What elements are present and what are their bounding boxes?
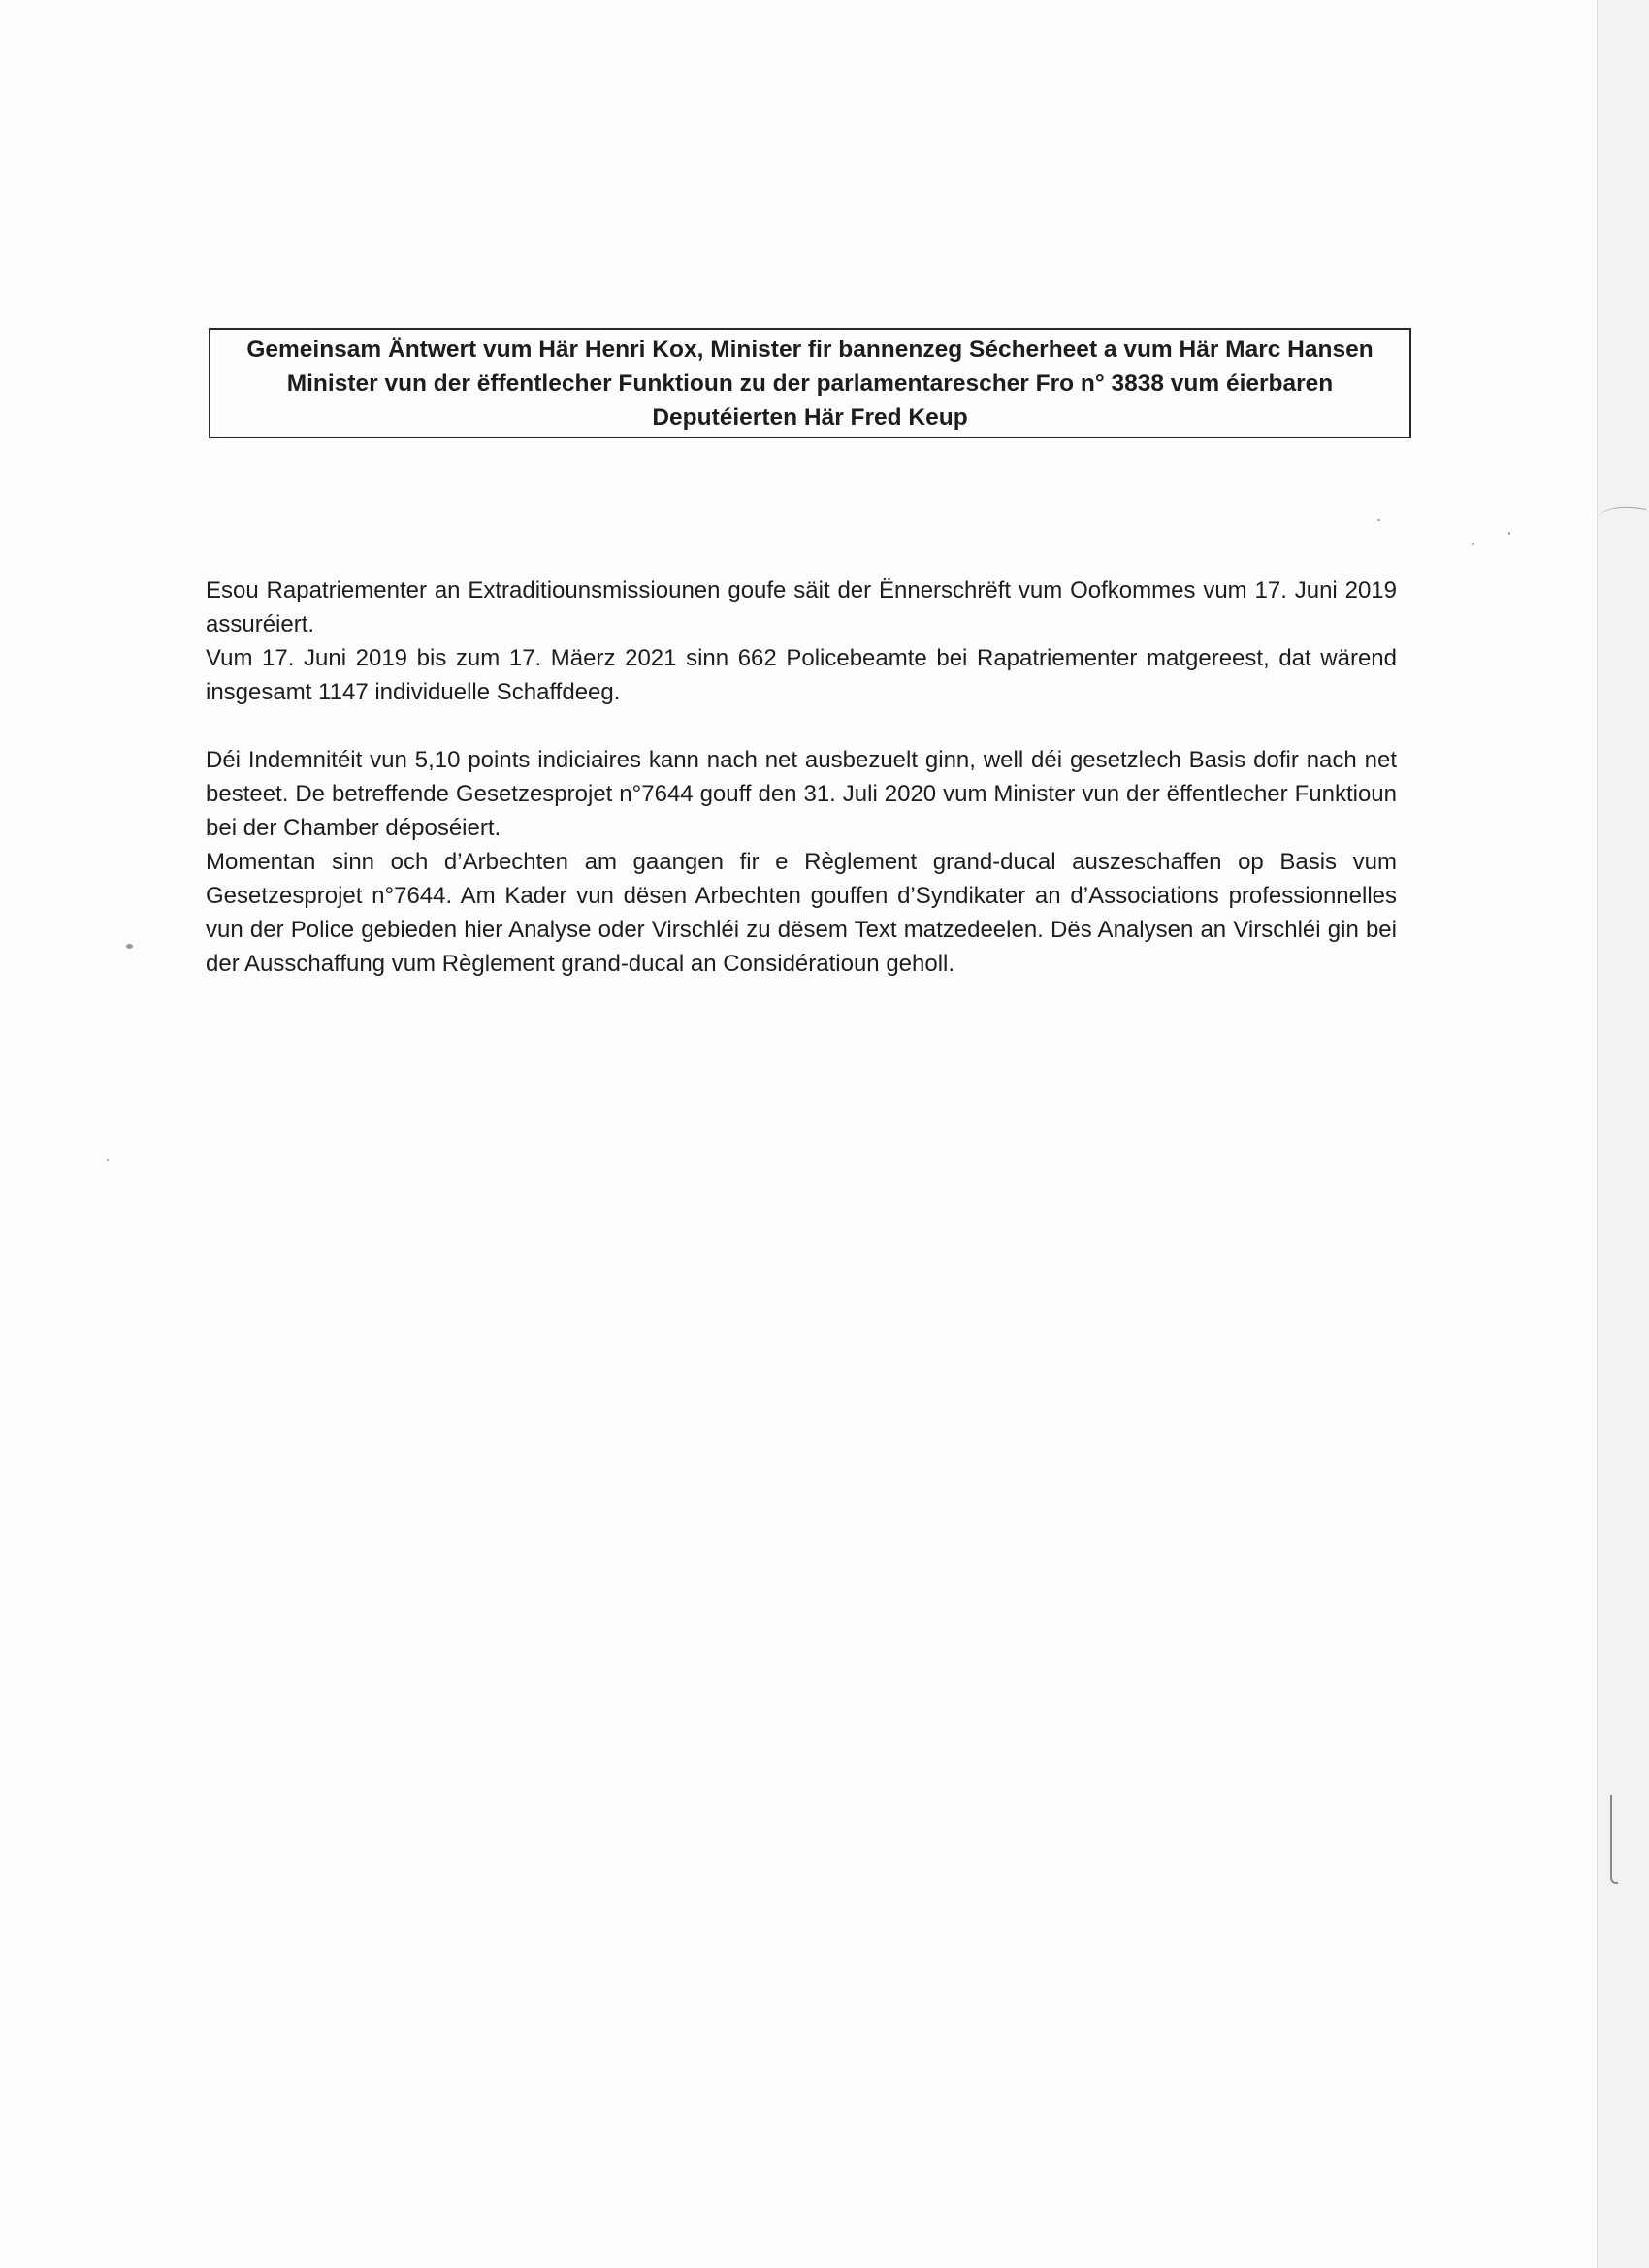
document-body [206,573,1397,981]
scan-page-edge [1597,0,1649,2268]
scan-edge-mark [1610,1795,1618,1884]
paragraph-indemniteit: Déi Indemnitéit vun 5,10 points indiciaires kann nach net ausbezuelt ginn, well déi gesetzlech Basis dofir nach net besteet. De betreffende Gesetzesprojet n°7644 gouff den 31. Juli 2020 vum Minister vun der ëffentlecher Funktioun bei der Chamber déposéiert. [206,747,1397,841]
document-title: Gemeinsam Äntwert vum Här Henri Kox, Minister fir bannenzeg Sécherheet a vum Här Marc Hansen Minister vun der ëffentlecher Funktioun zu der parlamentarescher Fro n° 3838 vum éierbaren Deputéierten Här Fred Keup [246,336,1374,431]
paragraph-rapatriementer: Esou Rapatriementer an Extraditiounsmissiounen goufe säit der Ënnerschrëft vum Oofkommes vum 17. Juni 2019 assuréiert. [206,577,1397,637]
title-box [209,328,1411,438]
paragraph-reglement: Momentan sinn och d’Arbechten am gaangen fir e Règlement grand-ducal auszeschaffen op Basis vum Gesetzesprojet n°7644. Am Kader vun dësen Arbechten gouffen d’Syndikater an d’Associations professionnelles vun der Police gebieden hier Analyse oder Virschléi zu dësem Text matzedeelen. Dës Analysen an Virschléi gin bei der Ausschaffung vum Règlement grand-ducal an Considératioun geholl. [206,849,1397,977]
scan-speck [107,1159,109,1161]
paragraph-policebeamte: Vum 17. Juni 2019 bis zum 17. Mäerz 2021 sinn 662 Policebeamte bei Rapatriementer matgereest, dat wärend insgesamt 1147 individuelle Schaffdeeg. [206,645,1397,705]
scan-speck [126,944,133,949]
scan-speck [1508,532,1510,535]
scan-speck [1377,519,1380,521]
scan-speck [1472,543,1474,545]
